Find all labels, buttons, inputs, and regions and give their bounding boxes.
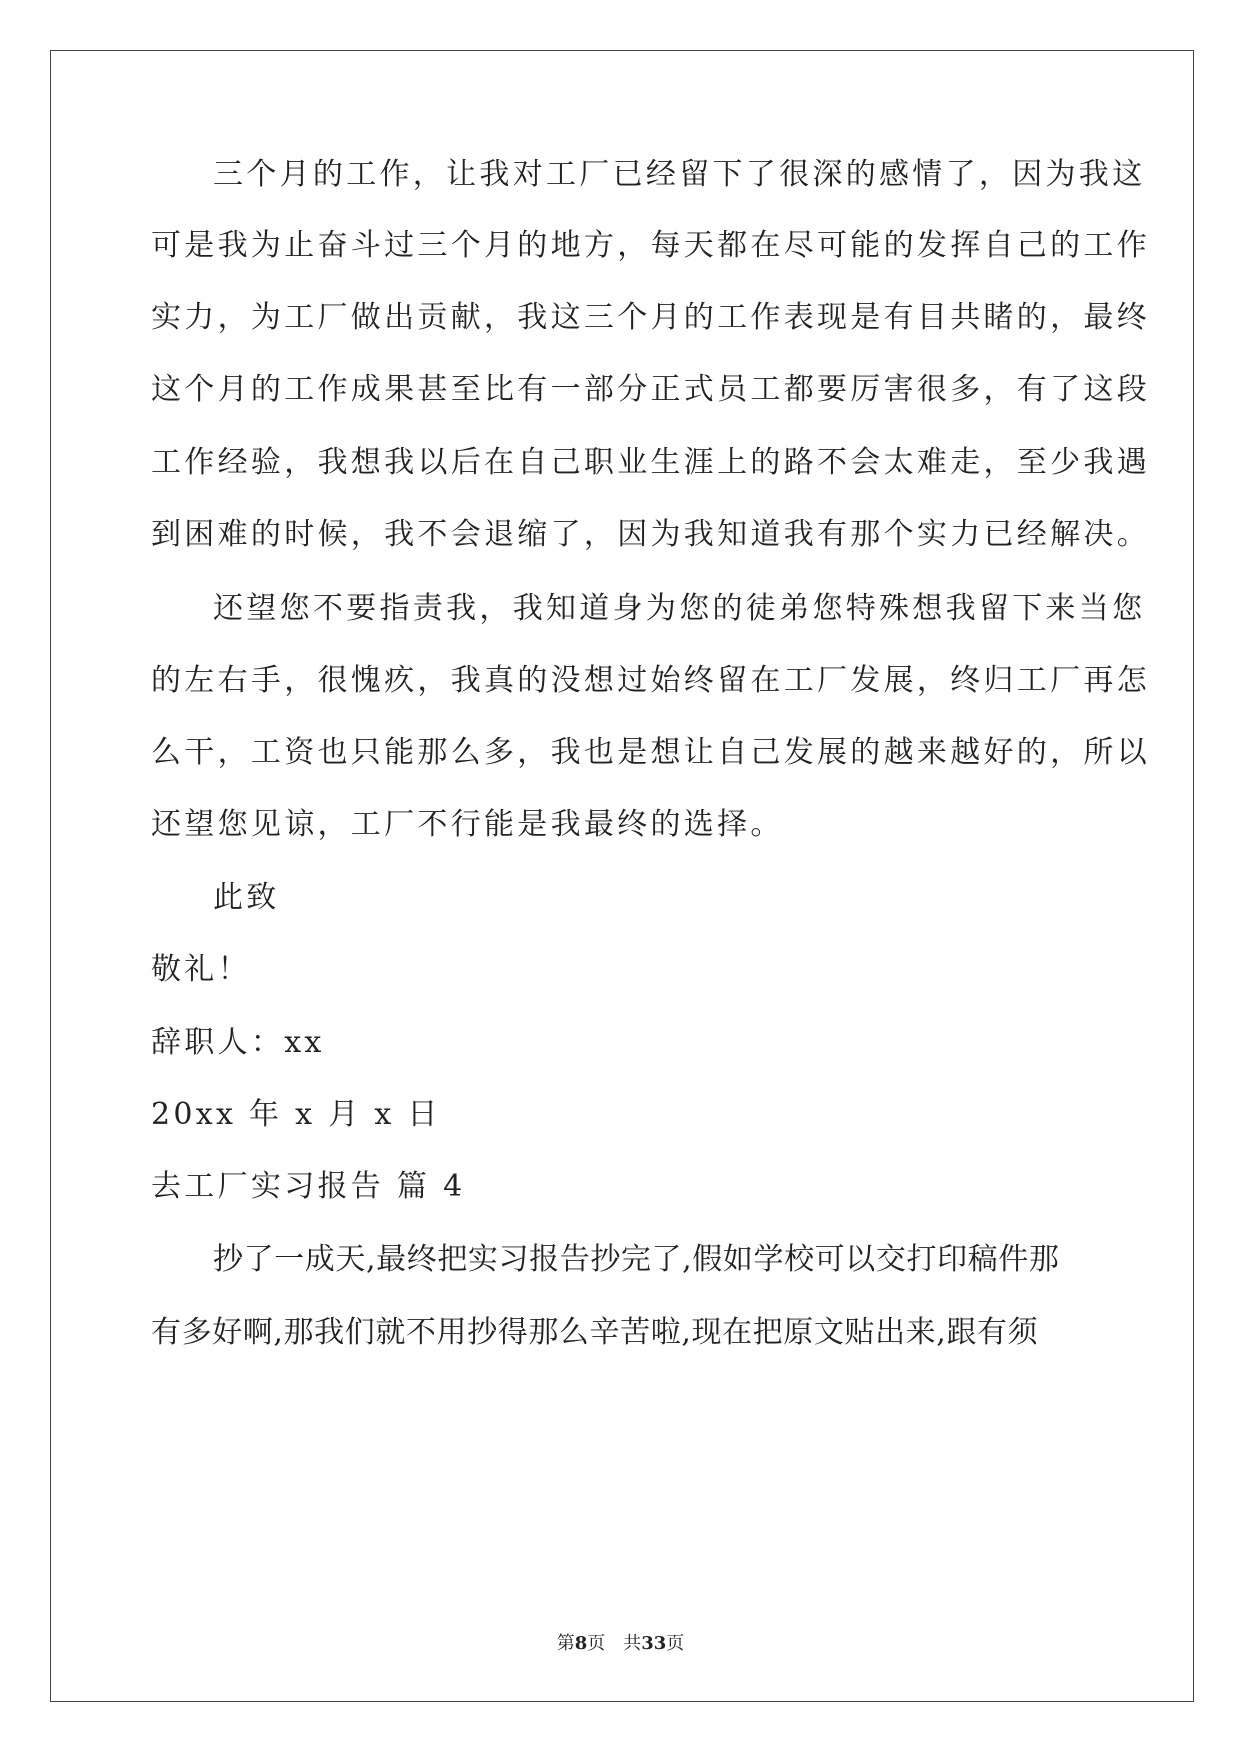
paragraph-1-line-2: 可是我为止奋斗过三个月的地方，每天都在尽可能的发挥自己的工作 [151,228,1150,263]
paragraph-1-line-4: 这个月的工作成果甚至比有一部分正式员工都要厉害很多，有了这段 [151,372,1150,407]
closing-regards: 敬礼！ [151,952,251,987]
closing-signer: 辞职人：xx [151,1025,325,1060]
paragraph-3-line-1: 抄了一成天,最终把实习报告抄完了,假如学校可以交打印稿件那 [213,1242,1060,1277]
page-footer [0,1632,1241,1656]
paragraph-2-line-4: 还望您见谅，工厂不行能是我最终的选择。 [151,807,784,842]
paragraph-1-line-6: 到困难的时候，我不会退缩了，因为我知道我有那个实力已经解决。 [151,517,1150,552]
footer-page-suffix: 页 [666,1633,685,1654]
paragraph-3-line-2: 有多好啊,那我们就不用抄得那么辛苦啦,现在把原文贴出来,跟有须 [151,1315,1039,1350]
footer-page-mid: 页 共 [587,1633,642,1654]
paragraph-2-line-1: 还望您不要指责我，我知道身为您的徒弟您特殊想我留下来当您 [213,591,1146,626]
footer-page-number: 8 [574,1633,588,1654]
paragraph-1-line-1: 三个月的工作，让我对工厂已经留下了很深的感情了，因为我这 [213,157,1146,192]
footer-total-pages: 33 [641,1633,667,1654]
paragraph-1-line-3: 实力，为工厂做出贡献，我这三个月的工作表现是有目共睹的，最终 [151,300,1150,335]
closing-date: 20xx 年 x 月 x 日 [151,1097,441,1132]
section-title: 去工厂实习报告 篇 4 [151,1169,466,1204]
paragraph-1-line-5: 工作经验，我想我以后在自己职业生涯上的路不会太难走，至少我遇 [151,445,1150,480]
paragraph-2-line-3: 么干，工资也只能那么多，我也是想让自己发展的越来越好的，所以 [151,735,1150,770]
closing-salutation: 此致 [213,880,280,915]
footer-page-prefix: 第 [556,1633,575,1654]
paragraph-2-line-2: 的左右手，很愧疚，我真的没想过始终留在工厂发展，终归工厂再怎 [151,663,1150,698]
